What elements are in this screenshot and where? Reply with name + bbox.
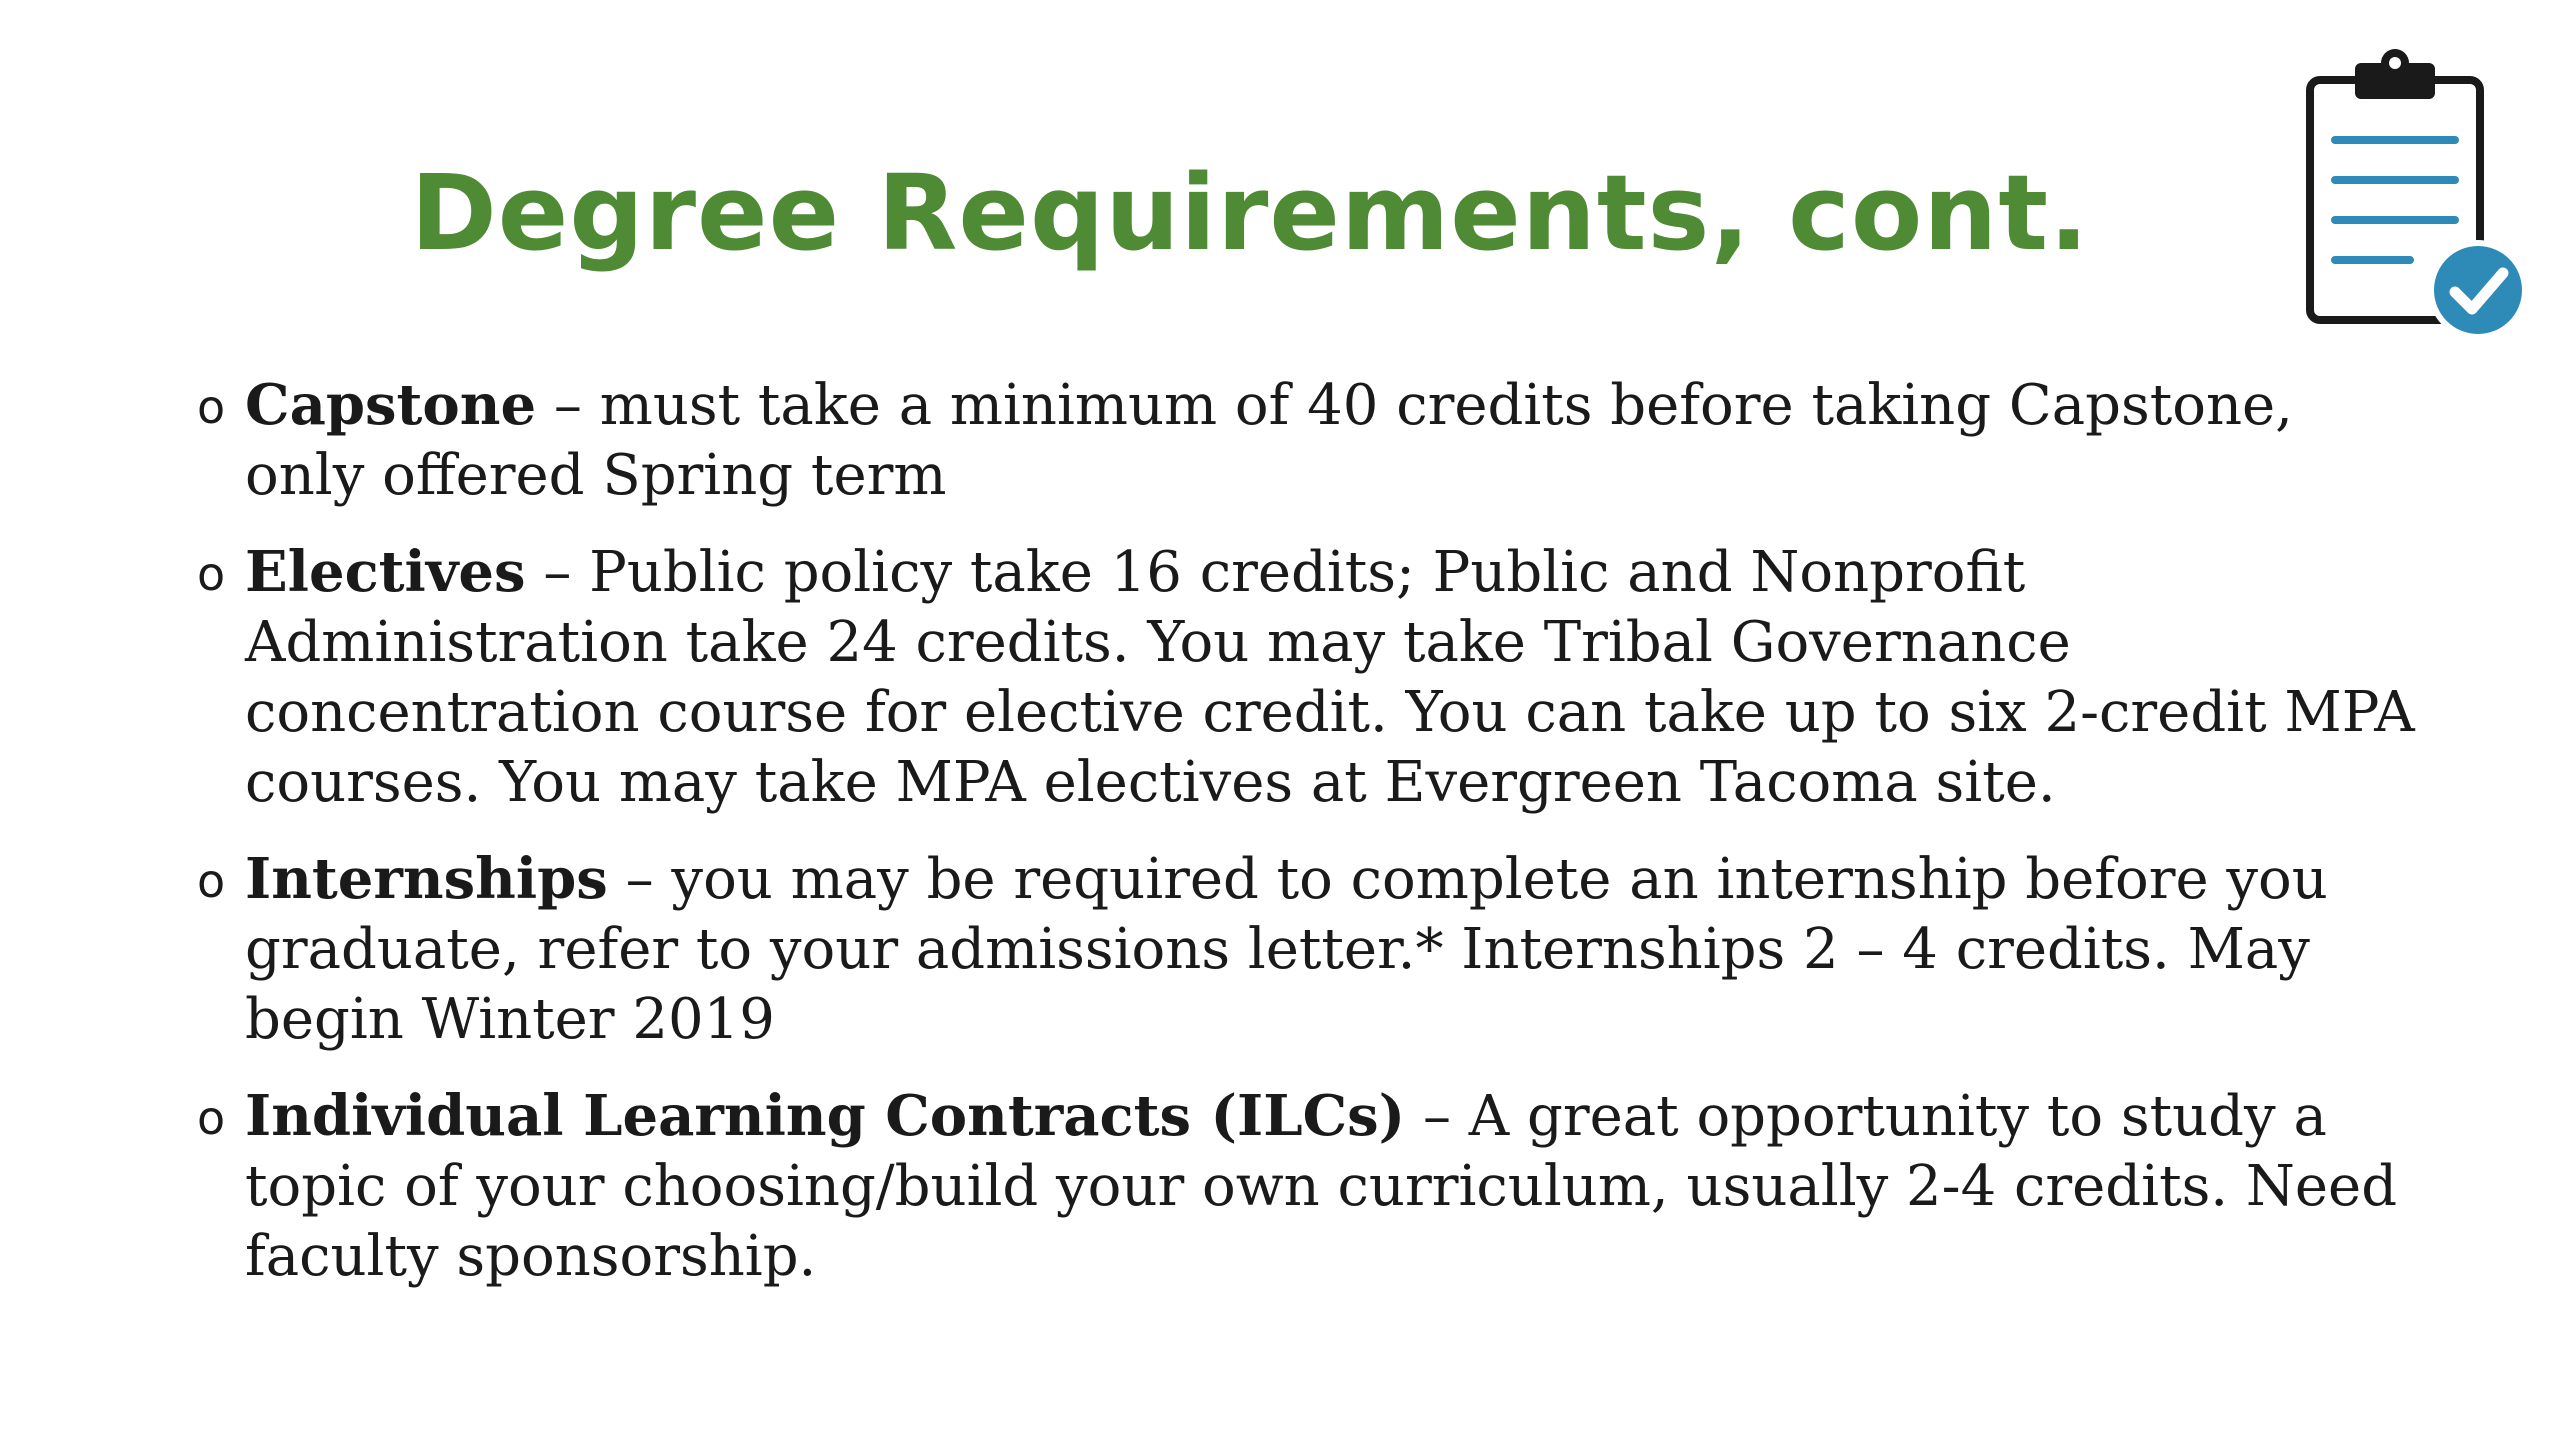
- bullet-marker: o: [197, 854, 226, 908]
- bullet-ilcs: [195, 1081, 2425, 1292]
- bullet-marker: o: [197, 1091, 226, 1145]
- bullet-text: – you may be required to complete an internship before you graduate, refer to your admissions letter.* Internships 2 – 4 credits. May begin Winter 2019: [245, 847, 2328, 1052]
- bullet-marker: o: [197, 380, 226, 434]
- bullet-electives: [195, 537, 2425, 818]
- bullet-internships: [195, 844, 2425, 1055]
- clipboard-check-icon: [2300, 45, 2530, 345]
- bullet-term: Electives: [245, 539, 526, 605]
- bullet-text: – Public policy take 16 credits; Public and Nonprofit Administration take 24 credits. You may take Tribal Governance concentration course for elective credit. You can take up to six 2-credit MPA courses. You may take MPA electives at Evergreen Tacoma site.: [245, 540, 2415, 815]
- bullet-term: Individual Learning Contracts (ILCs): [245, 1083, 1406, 1149]
- bullet-term: Internships: [245, 846, 608, 912]
- bullet-text: – must take a minimum of 40 credits before taking Capstone, only offered Spring term: [245, 373, 2293, 508]
- slide-title: Degree Requirements, cont.: [410, 152, 2090, 274]
- bullet-text: – A great opportunity to study a topic of your choosing/build your own curriculum, usually 2-4 credits. Need faculty sponsorship.: [245, 1084, 2398, 1289]
- bullet-list: [195, 370, 2425, 1318]
- bullet-term: Capstone: [245, 372, 537, 438]
- bullet-capstone: [195, 370, 2425, 511]
- bullet-marker: o: [197, 547, 226, 601]
